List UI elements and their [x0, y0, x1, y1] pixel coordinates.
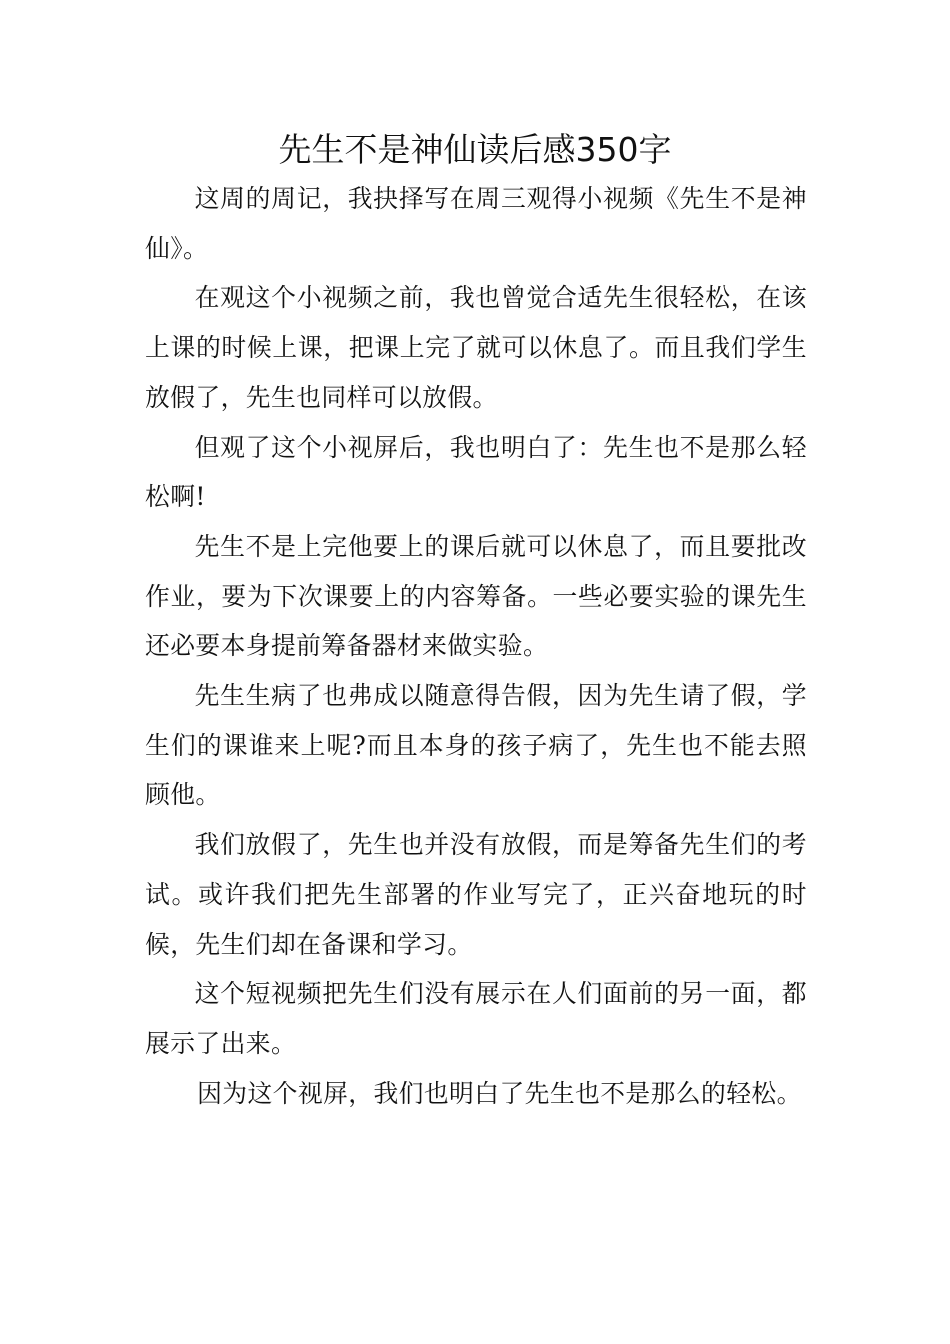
paragraph: 在观这个小视频之前，我也曾觉合适先生很轻松，在该上课的时候上课，把课上完了就可以休息了。而且我们学生放假了，先生也同样可以放假。	[145, 283, 807, 412]
paragraph: 这周的周记，我抉择写在周三观得小视频《先生不是神仙》。	[145, 184, 807, 263]
document-title: 先生不是神仙读后感350字	[278, 130, 672, 169]
paragraph: 但观了这个小视屏后，我也明白了：先生也不是那么轻松啊!	[145, 432, 807, 512]
paragraph: 这个短视频把先生们没有展示在人们面前的另一面，都展示了出来。	[145, 979, 807, 1058]
paragraph: 因为这个视屏，我们也明白了先生也不是那么的轻松。	[197, 1078, 802, 1108]
paragraph: 先生生病了也弗成以随意得告假，因为先生请了假，学生们的课谁来上呢?而且本身的孩子病了，先生也不能去照顾他。	[145, 681, 807, 810]
paragraph: 我们放假了，先生也并没有放假，而是筹备先生们的考试。或许我们把先生部署的作业写完了，正兴奋地玩的时候，先生们却在备课和学习。	[145, 830, 807, 959]
document-body	[145, 174, 807, 1118]
paragraph: 先生不是上完他要上的课后就可以休息了，而且要批改作业，要为下次课要上的内容筹备。一些必要实验的课先生还必要本身提前筹备器材来做实验。	[145, 531, 807, 661]
